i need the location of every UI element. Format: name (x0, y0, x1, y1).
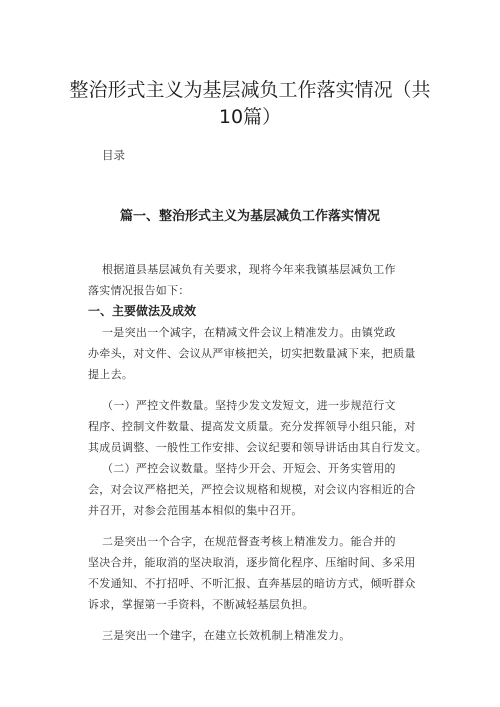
paragraph-2-line-3: 其成员调整、一般性工作安排、会议纪要和领导讲话由其自行发文。 (88, 441, 427, 454)
paragraph-4-line-3: 不发通知、不打招呼、不听汇报、直奔基层的暗访方式，倾听群众 (88, 577, 416, 590)
paragraph-1-line-1: 一是突出一个减字，在精减文件会议上精准发力。由镇党政 (102, 326, 396, 339)
document-title-line2: 10篇） (218, 106, 282, 128)
document-title-line1: 整治形式主义为基层减负工作落实情况（共 (69, 79, 431, 101)
paragraph-4-line-4: 诉求，掌握第一手资料，不断减轻基层负担。 (88, 598, 314, 611)
chapter-title: 篇一、整治形式主义为基层减负工作落实情况 (119, 209, 380, 224)
paragraph-1-line-3: 提上去。 (88, 368, 134, 381)
paragraph-5-line-1: 三是突出一个建字，在建立长效机制上精准发力。 (102, 629, 351, 642)
paragraph-2-line-2: 程序、控制文件数量、提高发文质量。充分发挥领导小组只能，对 (88, 420, 416, 433)
section-heading-1: 一、主要做法及成效 (88, 304, 197, 318)
paragraph-1-line-2: 办牵头，对文件、会议从严审核把关，切实把数量减下来，把质量 (88, 347, 416, 360)
paragraph-4-line-2: 坚决合并，能取消的坚决取消，逐步简化程序、压缩时间、多采用 (88, 556, 416, 569)
paragraph-4-line-1: 二是突出一个合字，在规范督查考核上精准发力。能合并的 (102, 535, 396, 548)
toc-label[interactable]: 目录 (102, 148, 125, 162)
paragraph-3-line-3: 并召开，对参会范围基本相似的集中召开。 (88, 504, 303, 517)
paragraph-2-line-1: （一）严控文件数量。坚持少发文发短文，进一步规范行文 (102, 399, 396, 412)
intro-line-2: 落实情况报告如下： (88, 284, 190, 297)
intro-line-1: 根据道县基层减负有关要求，现将今年来我镇基层减负工作 (102, 263, 396, 276)
paragraph-3-line-2: 会，对会议严格把关，严控会议规格和规模，对会议内容相近的合 (88, 483, 416, 496)
paragraph-3-line-1: （二）严控会议数量。坚持少开会、开短会、开务实管用的 (102, 462, 396, 475)
